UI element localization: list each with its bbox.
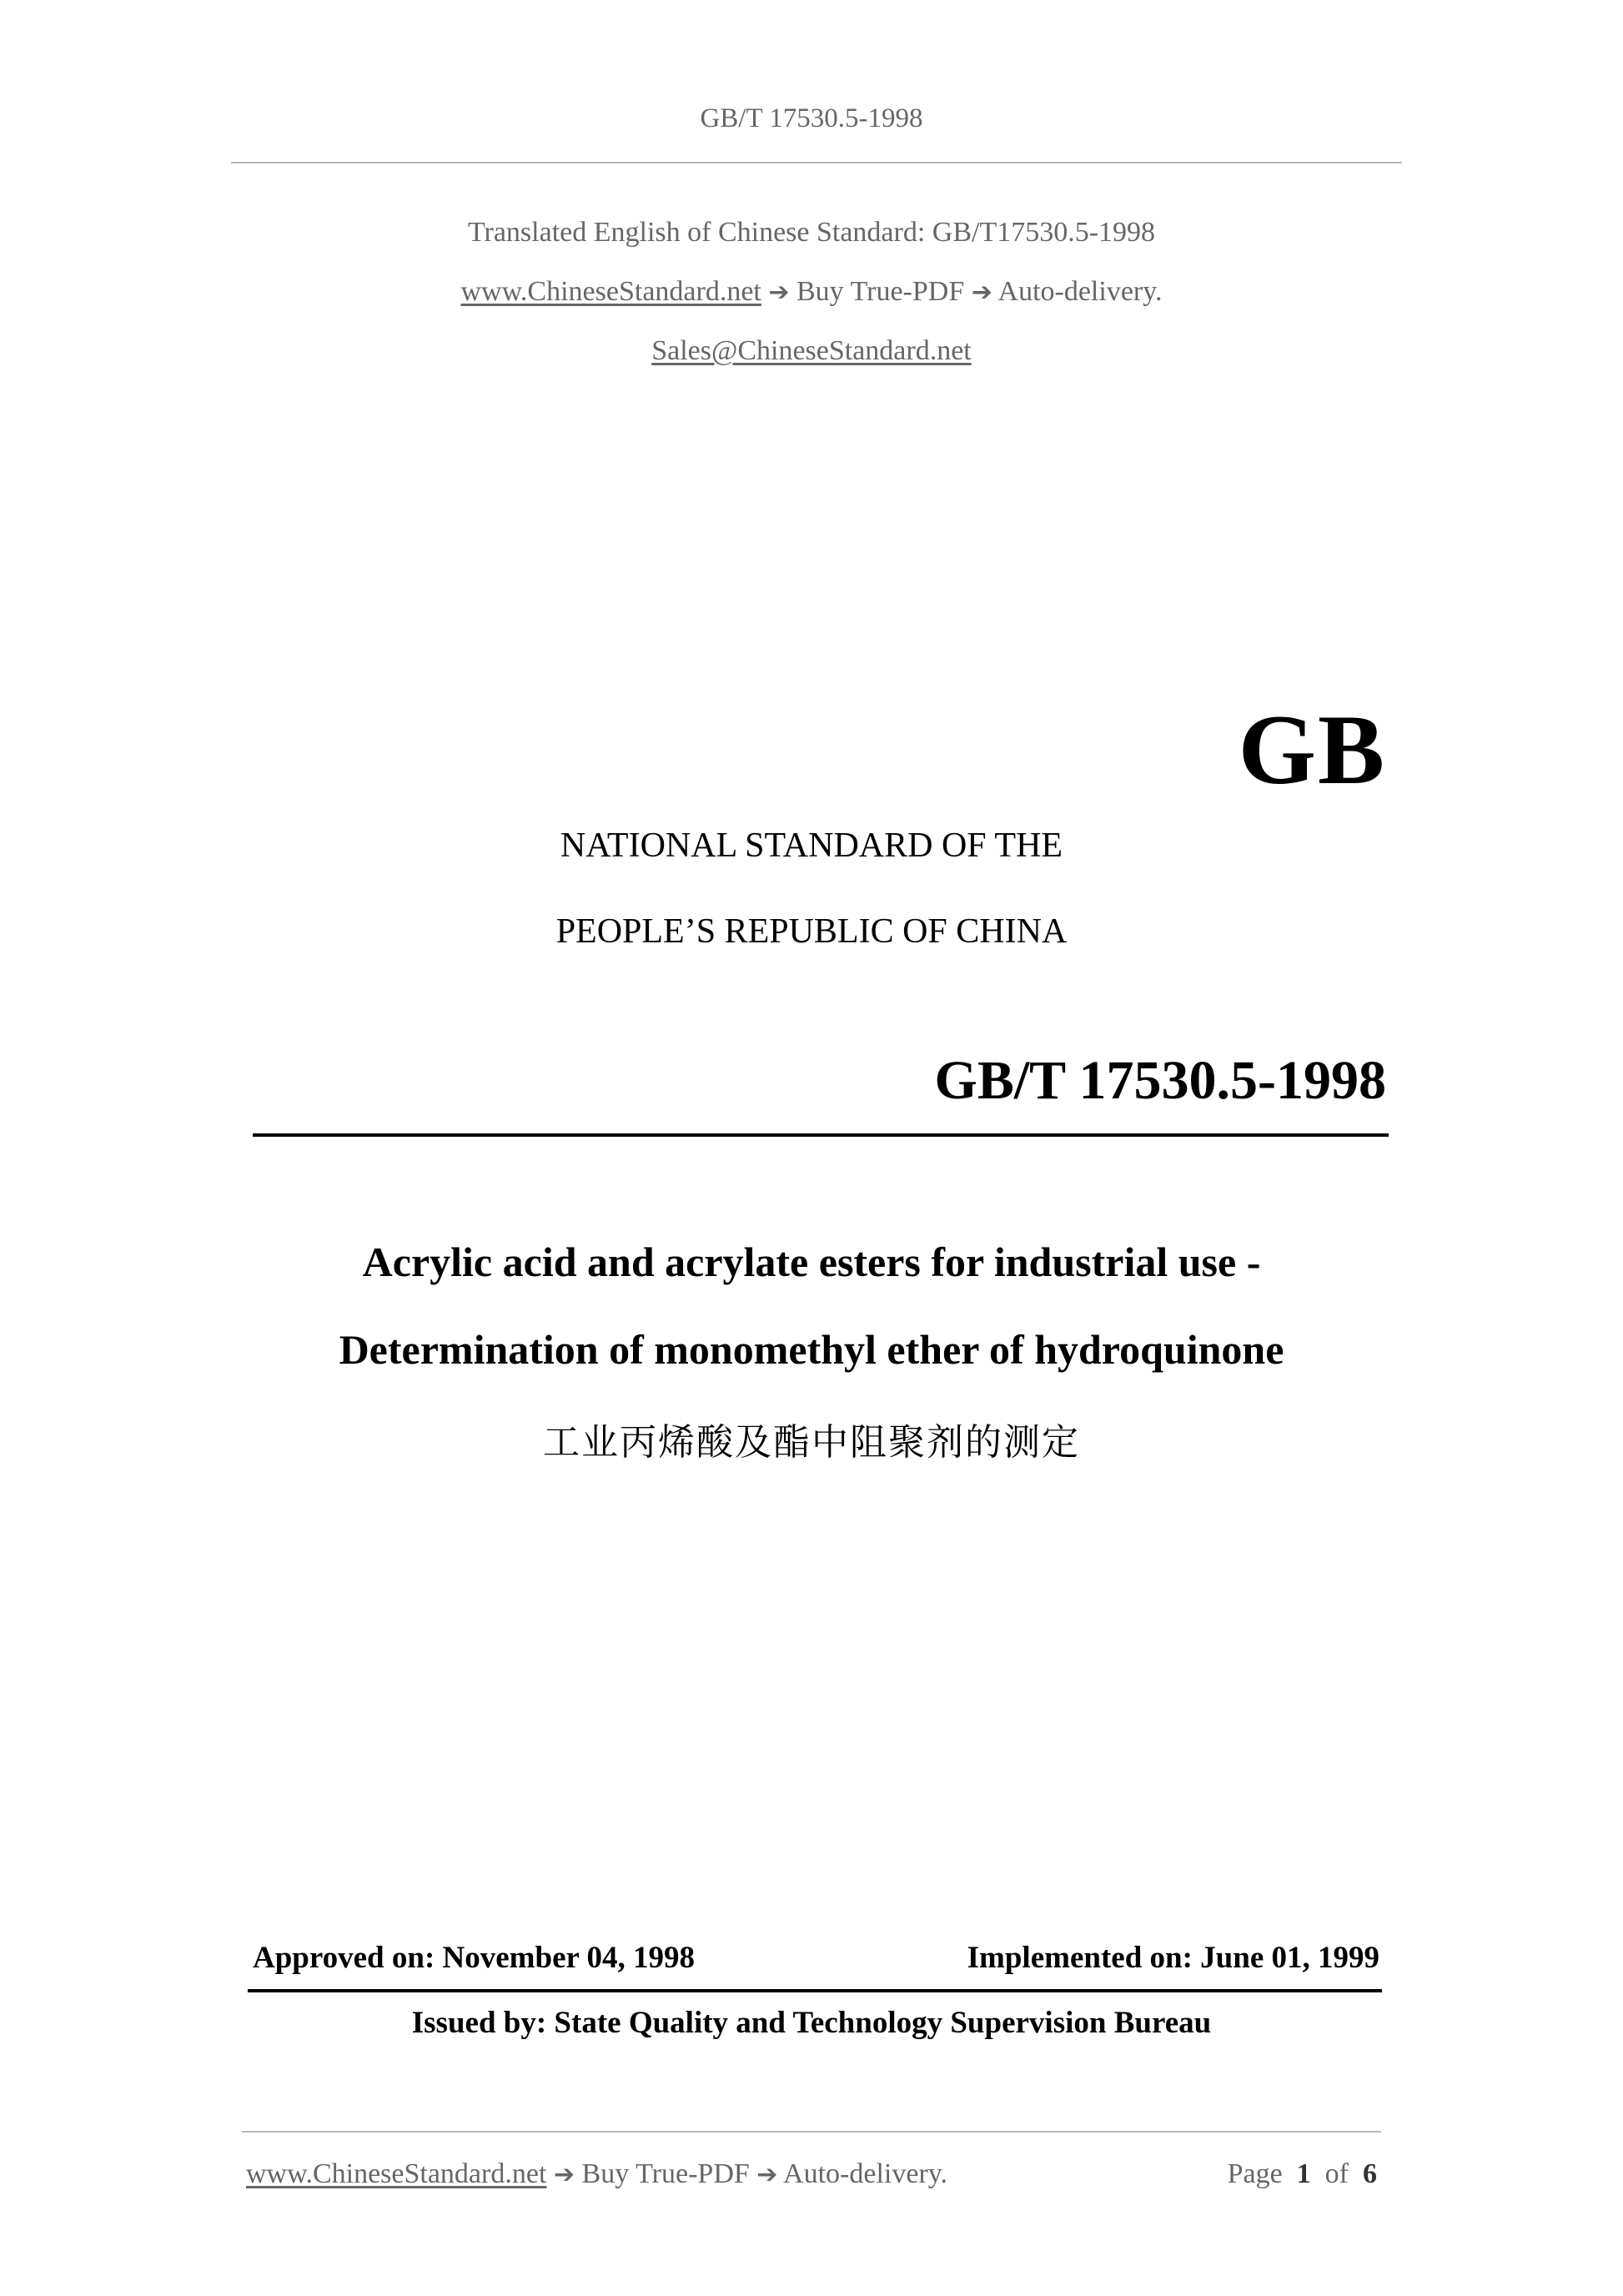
footer-buy-text: Buy True-PDF [581,2158,750,2189]
approval-date: Approved on: November 04, 1998 [253,1941,695,1975]
buy-true-pdf-text: Buy True-PDF [796,276,965,307]
implementation-date: Implemented on: June 01, 1999 [967,1941,1379,1975]
country-heading: PEOPLE’S REPUBLIC OF CHINA [555,912,1068,951]
page-current: 1 [1296,2158,1311,2189]
page-label: Page [1227,2158,1283,2189]
document-title-chinese: 工业丙烯酸及酯中阻聚剂的测定 [543,1421,1080,1464]
header-divider [231,162,1402,163]
arrow-right-icon: ➔ [971,278,992,307]
document-title-line2: Determination of monomethyl ether of hydroquinone [339,1326,1284,1373]
purchase-notice [0,276,1623,308]
sales-email-line [0,335,1623,367]
footer-purchase-notice [246,2158,947,2190]
arrow-right-icon: ➔ [553,2160,575,2189]
standard-number-divider [253,1133,1389,1137]
page-of-label: of [1324,2158,1349,2189]
arrow-right-icon: ➔ [756,2160,778,2189]
dates-divider [248,1989,1382,1992]
page-total: 6 [1363,2158,1377,2189]
website-link[interactable]: www.ChineseStandard.net [460,276,761,307]
translation-notice: Translated English of Chinese Standard: GB/T17530.5-1998 [467,217,1156,248]
national-standard-heading: NATIONAL STANDARD OF THE [560,826,1063,865]
sales-email-link[interactable]: Sales@ChineseStandard.net [651,335,972,366]
footer-divider [242,2131,1381,2133]
arrow-right-icon: ➔ [768,278,790,307]
auto-delivery-text: Auto-delivery. [997,276,1163,307]
issuer: Issued by: State Quality and Technology Supervision Bureau [411,2006,1212,2040]
running-header: GB/T 17530.5-1998 [700,103,923,133]
standard-number: GB/T 17530.5-1998 [934,1050,1386,1111]
gb-logo: GB [1238,694,1386,805]
footer-website-link[interactable]: www.ChineseStandard.net [246,2158,547,2189]
document-title-line1: Acrylic acid and acrylate esters for industrial use - [362,1238,1261,1285]
footer-delivery-text: Auto-delivery. [783,2158,948,2189]
page-indicator [1228,2158,1377,2190]
